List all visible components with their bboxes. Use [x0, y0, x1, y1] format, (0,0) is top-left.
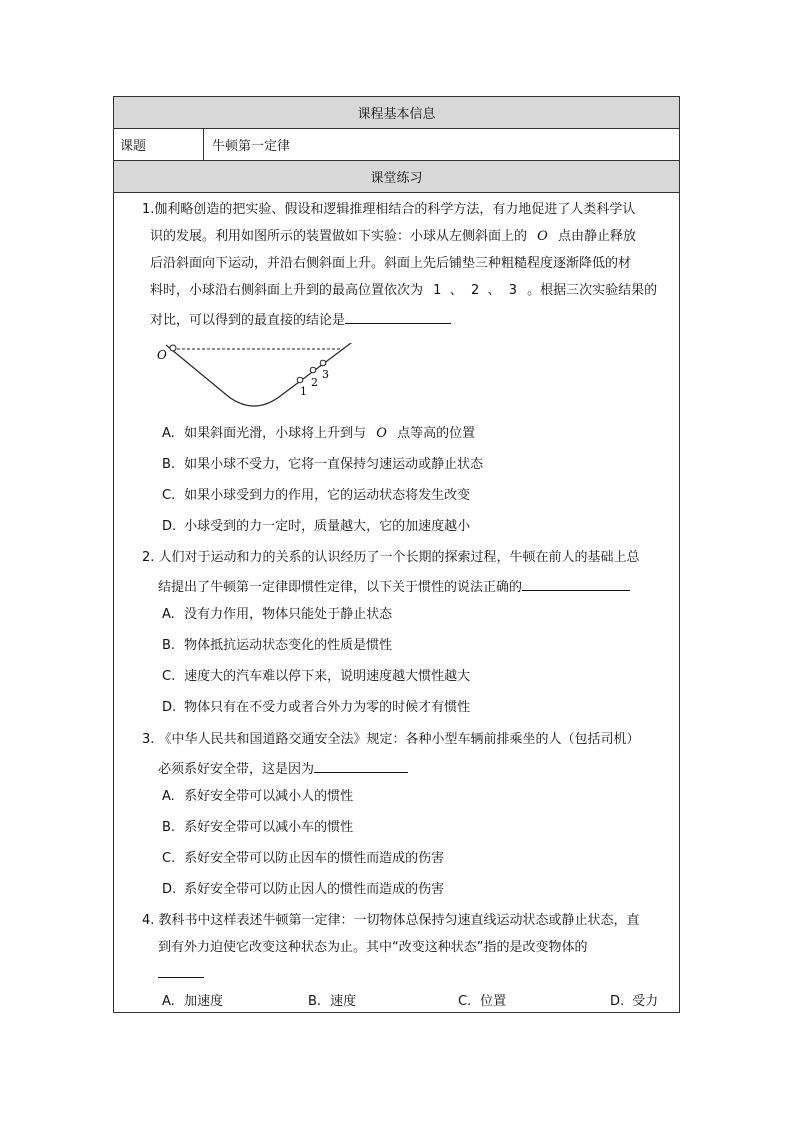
fig-label-3: 3 [322, 368, 329, 381]
q1-heights: 1 、 2 、 3 [433, 283, 518, 298]
q4-option-c[interactable]: C. 位置 [458, 994, 507, 1009]
q1-line-2b: 点由静止释放 [557, 229, 636, 244]
course-table [113, 96, 680, 1013]
q4-line-1: 4. 教科书中这样表述牛顿第一定律：一切物体总保持匀速直线运动状态或静止状态，直 [142, 913, 640, 928]
q4-option-d[interactable]: D. 受力 [610, 994, 659, 1009]
q4-answer-blank[interactable] [158, 963, 204, 978]
basic-info-header [114, 97, 679, 129]
q3-option-c[interactable]: C. 系好安全带可以防止因车的惯性而造成的伤害 [162, 851, 445, 866]
fig-label-2: 2 [311, 376, 318, 389]
q4-line-2: 到有外力迫使它改变这种状态为止。其中“改变这种状态”指的是改变物体的 [158, 940, 588, 955]
q1-line-5 [150, 309, 451, 330]
incline-figure [154, 343, 364, 413]
q4-option-a[interactable]: A. 加速度 [162, 994, 224, 1009]
q2-option-b[interactable]: B. 物体抵抗运动状态变化的性质是惯性 [162, 638, 393, 653]
q2-option-c[interactable]: C. 速度大的汽车难以停下来，说明速度越大惯性越大 [162, 669, 471, 684]
q1-line-2 [150, 228, 636, 246]
q1-option-d[interactable]: D. 小球受到的力一定时，质量越大，它的加速度越小 [162, 519, 471, 534]
q1-answer-blank[interactable] [345, 309, 451, 324]
q3-line-1: 3. 《中华人民共和国道路交通安全法》规定：各种小型车辆前排乘坐的人（包括司机） [142, 732, 640, 747]
q2-option-d[interactable]: D. 物体只有在不受力或者合外力为零的时候才有惯性 [162, 700, 471, 715]
ball-position-3 [320, 360, 326, 366]
q3-option-a[interactable]: A. 系好安全带可以减小人的惯性 [162, 789, 354, 804]
topic-row [114, 129, 679, 161]
q2-answer-blank[interactable] [522, 576, 630, 591]
ball-position-2 [310, 367, 316, 373]
basic-info-title: 课程基本信息 [357, 107, 436, 122]
q2-line-2: 结提出了牛顿第一定律即惯性定律，以下关于惯性的说法正确的 [158, 576, 630, 597]
topic-value: 牛顿第一定律 [212, 139, 291, 154]
practice-title: 课堂练习 [370, 171, 423, 186]
q3-line-2: 必须系好安全带，这是因为 [158, 758, 408, 779]
q4-option-b[interactable]: B. 速度 [308, 994, 357, 1009]
q1-option-a[interactable]: A. 如果斜面光滑，小球将上升到与 O 点等高的位置 [162, 426, 476, 441]
q1-line-3: 后沿斜面向下运动，并沿右侧斜面上升。斜面上先后铺垫三种粗糙程度逐渐降低的材 [150, 256, 632, 271]
q1-line-4a: 料时，小球沿右侧斜面上升到的最高位置依次为 [150, 283, 424, 298]
q3-answer-blank[interactable] [314, 758, 408, 773]
q3-option-b[interactable]: B. 系好安全带可以减小车的惯性 [162, 820, 354, 835]
q1-line-5-text: 对比，可以得到的最直接的结论是 [150, 313, 346, 328]
q1-option-c[interactable]: C. 如果小球受到力的作用，它的运动状态将发生改变 [162, 488, 471, 503]
ball-position-1 [297, 377, 303, 383]
fig-label-1: 1 [300, 385, 307, 398]
q3-option-d[interactable]: D. 系好安全带可以防止因人的惯性而造成的伤害 [162, 882, 445, 897]
topic-label: 课题 [114, 129, 204, 160]
q1-line-4b: 。根据三次实验结果的 [527, 283, 658, 298]
ball-start [170, 345, 176, 351]
q1-option-b[interactable]: B. 如果小球不受力，它将一直保持匀速运动或静止状态 [162, 457, 484, 472]
q2-line-1: 2. 人们对于运动和力的关系的认识经历了一个长期的探索过程，牛顿在前人的基础上总 [142, 550, 640, 565]
practice-header [114, 161, 679, 193]
q4-answer-line [158, 963, 204, 984]
q1-line-1: 1.伽利略创造的把实验、假设和逻辑推理相结合的科学方法，有力地促进了人类科学认 [142, 202, 636, 217]
v-track [166, 343, 359, 406]
q1-point-o: O [537, 229, 548, 244]
q1-line-4 [150, 282, 657, 300]
fig-label-o: O [157, 348, 167, 362]
q2-option-a[interactable]: A. 没有力作用，物体只能处于静止状态 [162, 607, 393, 622]
q1-line-2a: 识的发展。利用如图所示的装置做如下实验：小球从左侧斜面上的 [150, 229, 528, 244]
